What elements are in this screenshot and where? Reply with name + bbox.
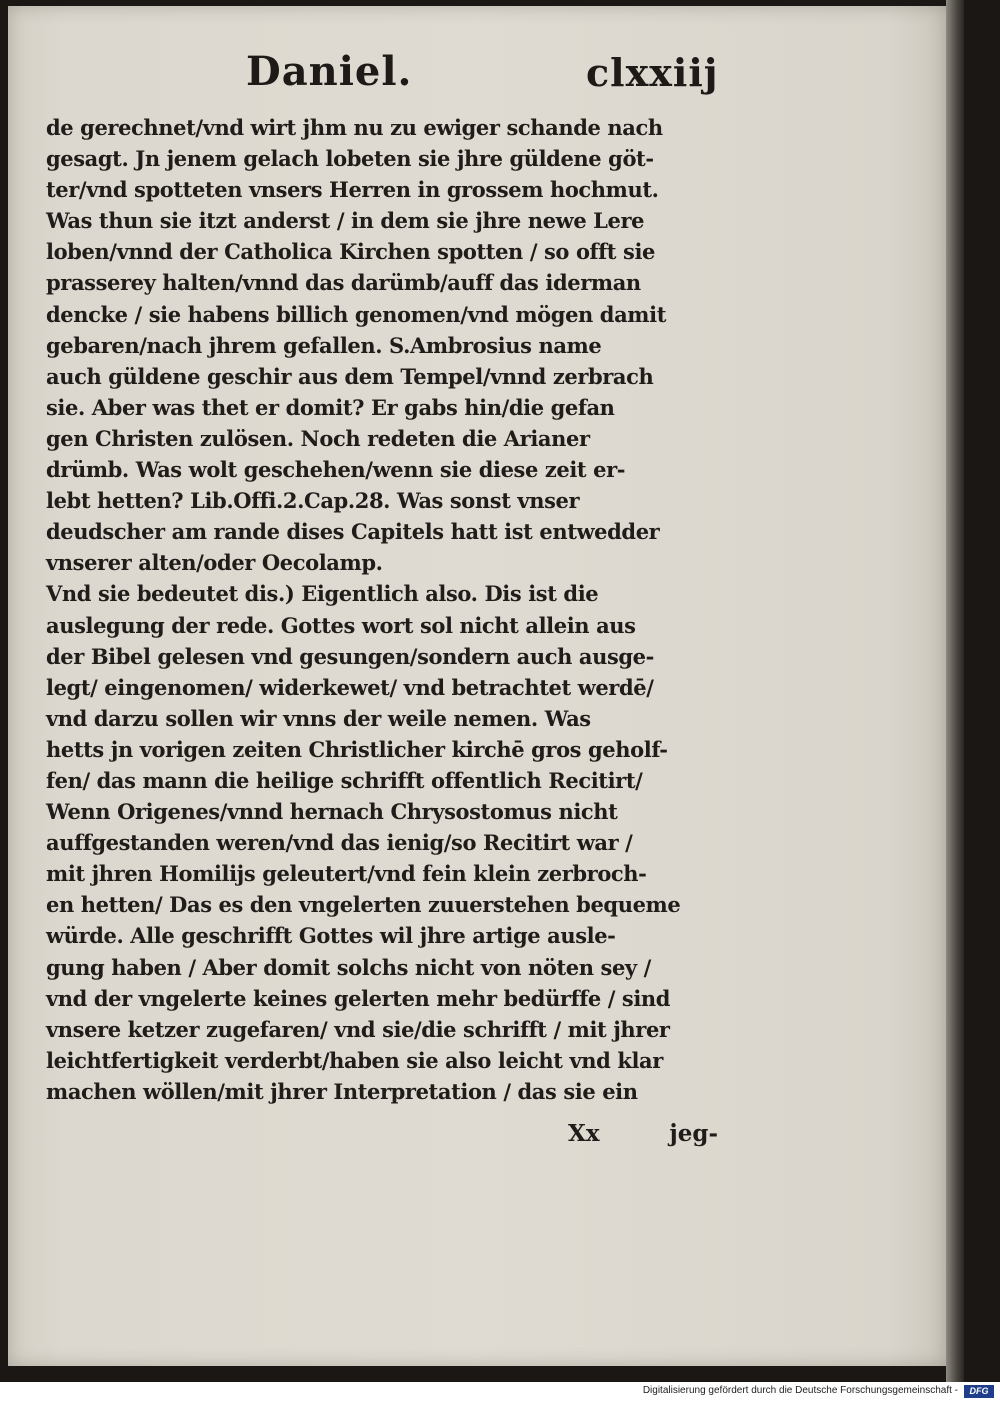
running-head-title: Daniel. — [246, 48, 413, 95]
text-line: en hetten/ Das es den vngelerten zuuerstehen bequeme — [46, 892, 681, 918]
text-line: gung haben / Aber domit solchs nicht von nöten sey / — [46, 954, 651, 980]
text-line: loben/vnnd der Catholica Kirchen spotten / so offt sie — [46, 239, 655, 265]
text-line: gesagt. Jn jenem gelach lobeten sie jhre güldene göt- — [46, 146, 654, 172]
text-line: vnserer alten/oder Oecolamp. — [46, 550, 383, 576]
text-line: leichtfertigkeit verderbt/haben sie also leicht vnd klar — [46, 1047, 663, 1073]
footer-bar — [0, 1382, 1000, 1402]
text-line: drümb. Was wolt geschehen/wenn sie diese zeit er- — [46, 457, 626, 483]
text-line: fen/ das mann die heilige schrifft offentlich Recitirt/ — [46, 767, 643, 793]
text-line: legt/ eingenomen/ widerkewet/ vnd betrachtet werdē/ — [46, 674, 654, 700]
text-line: machen wöllen/mit jhrer Interpretation / das sie ein — [46, 1078, 638, 1104]
catchword-row — [568, 1120, 718, 1154]
text-line: Was thun sie itzt anderst / in dem sie jhre newe Lere — [46, 208, 645, 234]
text-line: prasserey halten/vnnd das darümb/auff das iderman — [46, 270, 641, 296]
text-line: der Bibel gelesen vnd gesungen/sondern auch ausge- — [46, 643, 654, 669]
text-line: gebaren/nach jhrem gefallen. S.Ambrosius name — [46, 332, 602, 358]
page-edge — [946, 0, 964, 1382]
text-line: lebt hetten? Lib.Offi.2.Cap.28. Was sonst vnser — [46, 488, 580, 514]
funding-credit: Digitalisierung gefördert durch die Deutsche Forschungsgemeinschaft - — [642, 1385, 958, 1396]
catchword: jeg- — [669, 1120, 718, 1147]
text-line: hetts jn vorigen zeiten Christlicher kirchē gros geholf- — [46, 736, 668, 762]
text-line: gen Christen zulösen. Noch redeten die Arianer — [46, 425, 590, 451]
dfg-logo: DFG — [964, 1385, 994, 1398]
body-text — [46, 112, 714, 1107]
text-line: vnsere ketzer zugefaren/ vnd sie/die schrifft / mit jhrer — [46, 1016, 670, 1042]
text-line: ter/vnd spotteten vnsers Herren in grossem hochmut. — [46, 177, 659, 203]
text-line: auch güldene geschir aus dem Tempel/vnnd zerbrach — [46, 363, 654, 389]
text-line: de gerechnet/vnd wirt jhm nu zu ewiger schande nach — [46, 115, 663, 140]
text-line: sie. Aber was thet er domit? Er gabs hin/die gefan — [46, 394, 615, 420]
text-line: würde. Alle geschrifft Gottes wil jhre artige ausle- — [46, 923, 616, 949]
text-line: vnd darzu sollen wir vnns der weile nemen. Was — [46, 705, 591, 731]
text-line: vnd der vngelerte keines gelerten mehr bedürffe / sind — [46, 985, 671, 1011]
text-line: auslegung der rede. Gottes wort sol nicht allein aus — [46, 612, 636, 638]
text-line: dencke / sie habens billich genomen/vnd mögen damit — [46, 301, 666, 327]
signature-mark: Xx — [568, 1120, 600, 1147]
folio-number: clxxiij — [586, 50, 719, 95]
text-line: Vnd sie bedeutet dis.) Eigentlich also. Dis ist die — [46, 581, 599, 607]
text-line: mit jhren Homilijs geleutert/vnd fein klein zerbroch- — [46, 861, 647, 887]
text-line: auffgestanden weren/vnd das ienig/so Recitirt war / — [46, 830, 633, 856]
text-line: deudscher am rande dises Capitels hatt ist entwedder — [46, 519, 660, 545]
page-sheet — [8, 6, 946, 1366]
text-line: Wenn Origenes/vnnd hernach Chrysostomus nicht — [46, 799, 618, 825]
